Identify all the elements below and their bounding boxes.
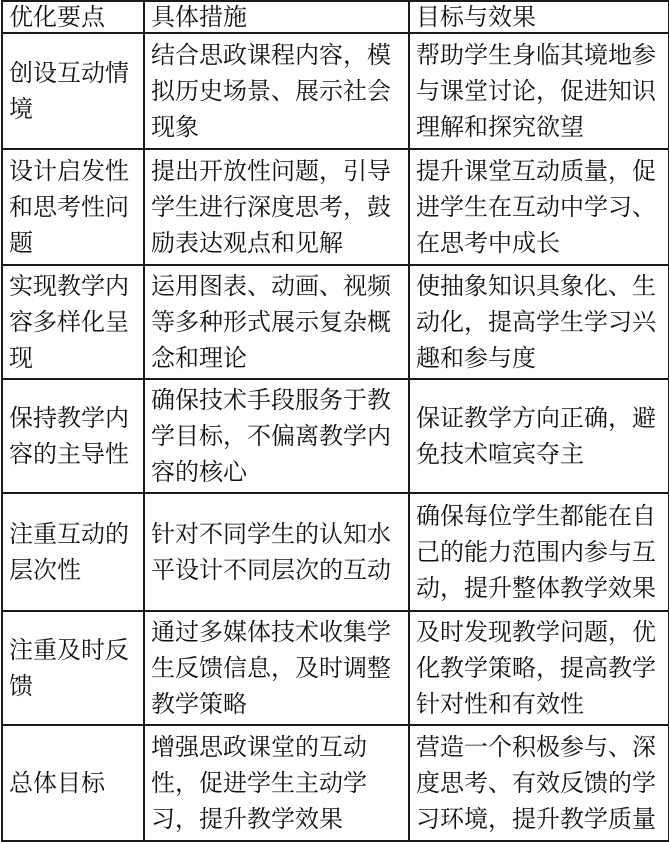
- table-row: [2, 265, 669, 379]
- cell-point: 注重互动的层次性: [2, 493, 144, 611]
- cell-goal: 营造一个积极参与、深度思考、有效反馈的学习环境，提升教学质量: [409, 725, 669, 841]
- cell-goal: 帮助学生身临其境地参与课堂讨论，促进知识理解和探究欲望: [409, 33, 669, 149]
- cell-measure: 运用图表、动画、视频等多种形式展示复杂概念和理论: [144, 265, 409, 379]
- cell-measure: 确保技术手段服务于教学目标，不偏离教学内容的核心: [144, 379, 409, 493]
- header-measure: 具体措施: [144, 1, 409, 33]
- cell-point: 设计启发性和思考性问题: [2, 149, 144, 265]
- table-header-row: [2, 1, 669, 33]
- cell-measure: 通过多媒体技术收集学生反馈信息，及时调整教学策略: [144, 611, 409, 725]
- cell-point: 创设互动情境: [2, 33, 144, 149]
- cell-goal: 提升课堂互动质量，促进学生在互动中学习、在思考中成长: [409, 149, 669, 265]
- cell-point: 实现教学内容多样化呈现: [2, 265, 144, 379]
- cell-goal: 保证教学方向正确，避免技术喧宾夺主: [409, 379, 669, 493]
- cell-goal: 及时发现教学问题，优化教学策略，提高教学针对性和有效性: [409, 611, 669, 725]
- cell-measure: 针对不同学生的认知水平设计不同层次的互动: [144, 493, 409, 611]
- cell-goal: 确保每位学生都能在自己的能力范围内参与互动，提升整体教学效果: [409, 493, 669, 611]
- header-goal: 目标与效果: [409, 1, 669, 33]
- cell-goal: 使抽象知识具象化、生动化，提高学生学习兴趣和参与度: [409, 265, 669, 379]
- table-row: [2, 379, 669, 493]
- cell-measure: 结合思政课程内容，模拟历史场景、展示社会现象: [144, 33, 409, 149]
- cell-measure: 增强思政课堂的互动性，促进学生主动学习，提升教学效果: [144, 725, 409, 841]
- cell-point: 总体目标: [2, 725, 144, 841]
- table-row: [2, 493, 669, 611]
- table-row: [2, 611, 669, 725]
- table-row: [2, 725, 669, 841]
- header-point: 优化要点: [2, 1, 144, 33]
- cell-point: 注重及时反馈: [2, 611, 144, 725]
- cell-measure: 提出开放性问题，引导学生进行深度思考，鼓励表达观点和见解: [144, 149, 409, 265]
- optimization-table: [1, 0, 669, 842]
- table-row: [2, 33, 669, 149]
- cell-point: 保持教学内容的主导性: [2, 379, 144, 493]
- table-row: [2, 149, 669, 265]
